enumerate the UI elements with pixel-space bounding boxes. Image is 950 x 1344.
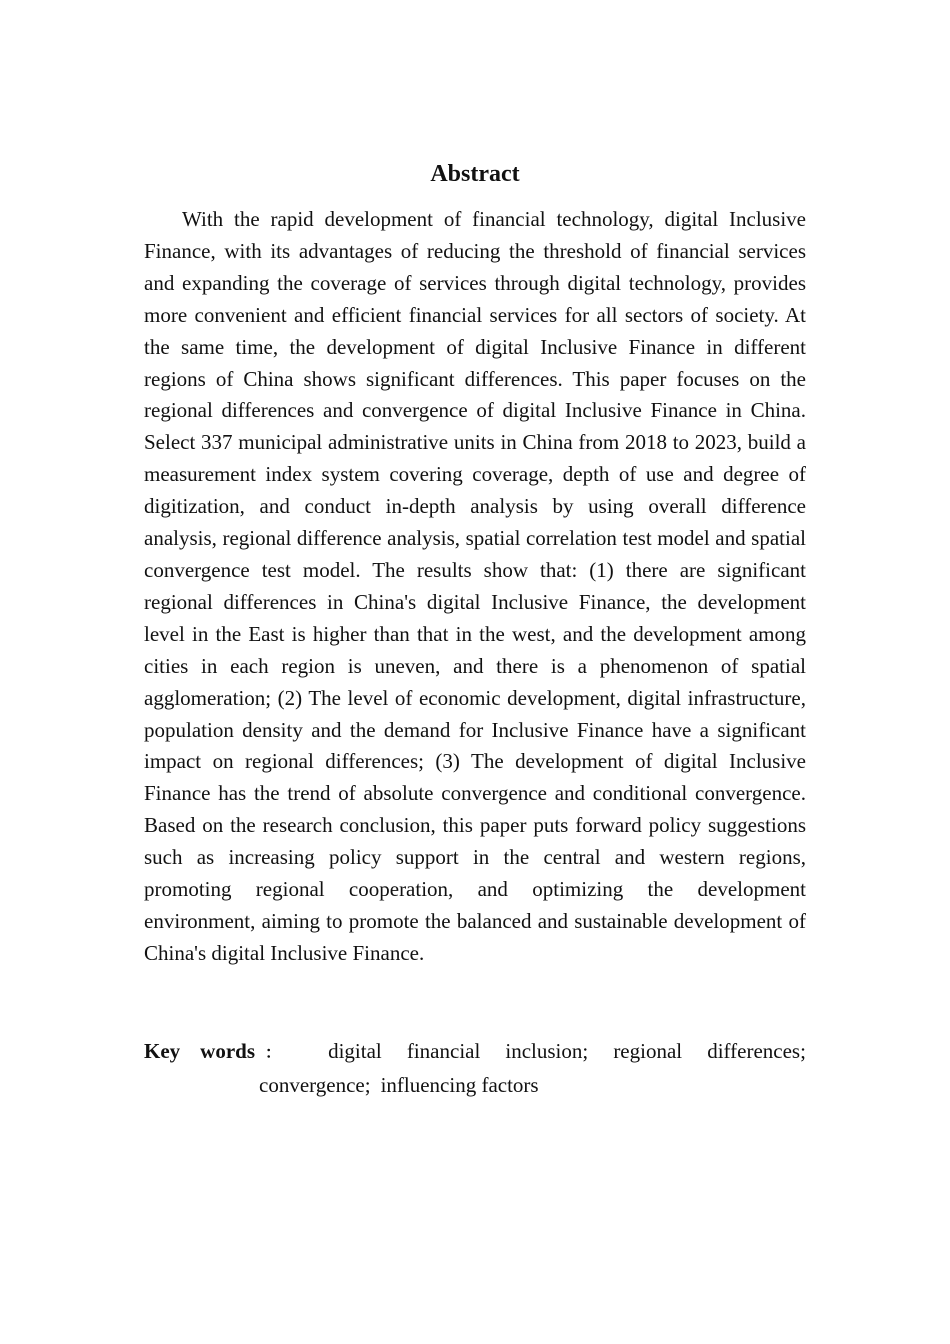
keywords-line-1 — [144, 1036, 806, 1070]
keyword-term: convergence; — [259, 1072, 371, 1097]
keywords-colon: ： — [265, 1045, 282, 1062]
keyword-term: digital — [328, 1039, 382, 1063]
abstract-heading: Abstract — [430, 161, 520, 187]
keywords-line-2 — [144, 1070, 806, 1102]
keywords-section — [144, 1036, 806, 1101]
keyword-term: inclusion; — [505, 1039, 589, 1063]
keywords-label-word-1: Key — [144, 1039, 181, 1063]
abstract-body: With the rapid development of financial technology, digital Inclusive Finance, with its advantages of reducing the threshold of financial services and expanding the coverage of services through digital technology, provides more convenient and efficient financial services for all sectors of society. At the same time, the development of digital Inclusive Finance in different regions of China shows significant differences. This paper focuses on the regional differences and convergence of digital Inclusive Finance in China. Select 337 municipal administrative units in China from 2018 to 2023, build a measurement index system covering coverage, depth of use and degree of digitization, and conduct in-depth analysis by using overall difference analysis, regional difference analysis, spatial correlation test model and spatial convergence test model. The results show that: (1) there are significant regional differences in China's digital Inclusive Finance, the development level in the East is higher than that in the west, and the development among cities in each region is uneven, and there is a phenomenon of spatial agglomeration; (2) The level of economic development, digital infrastructure, population density and the demand for Inclusive Finance have a significant impact on regional differences; (3) The development of digital Inclusive Finance has the trend of absolute convergence and conditional convergence. Based on the research conclusion, this paper puts forward policy suggestions such as increasing policy support in the central and western regions, promoting regional cooperation, and optimizing the development environment, aiming to promote the balanced and sustainable development of China's digital Inclusive Finance. — [144, 207, 806, 965]
keywords-label-word-2: words — [200, 1039, 255, 1063]
keyword-term: influencing factors — [380, 1072, 539, 1097]
keyword-term: financial — [406, 1039, 481, 1063]
keyword-term: regional — [613, 1039, 683, 1063]
keyword-term: differences; — [707, 1039, 806, 1063]
keywords-label — [144, 1036, 303, 1070]
